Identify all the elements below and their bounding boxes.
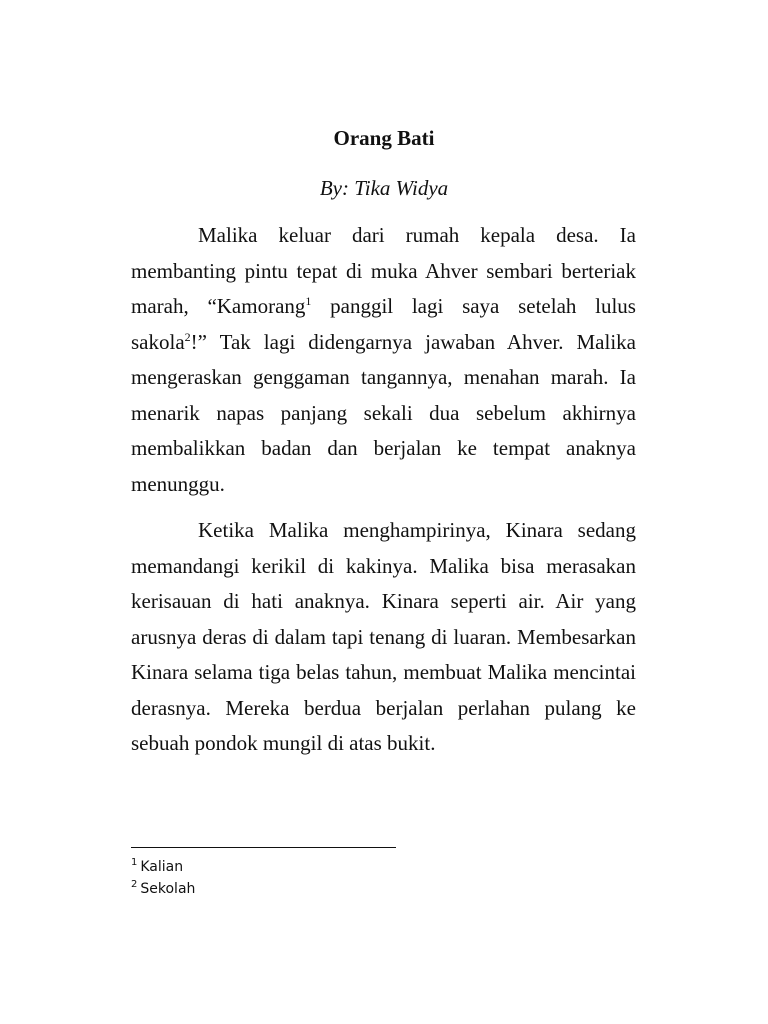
story-title: Orang Bati [333, 126, 435, 150]
paragraph-2: Ketika Malika menghampirinya, Kinara sedang memandangi kerikil di kakinya. Malika bisa merasakan kerisauan di hati anaknya. Kinara seperti air. Air yang arusnya deras di dalam tapi tenang di luaran. Membesarkan Kinara selama tiga belas tahun, membuat Malika mencintai derasnya. Mereka berdua berjalan perlahan pulang ke sebuah pondok mungil di atas bukit. [131, 518, 636, 755]
footnote-2-text: Sekolah [140, 881, 196, 897]
paragraph-1-block [131, 218, 636, 502]
footnote-2-marker: 2 [131, 879, 138, 891]
footnote-ref-1: 1 [305, 294, 312, 308]
paragraph-2-block [131, 513, 636, 762]
footnote-2 [131, 878, 195, 900]
footnote-ref-2: 2 [184, 329, 191, 344]
paragraph-1-text-c: !” Tak lagi didengarnya jawaban Ahver. Malika mengeraskan genggaman tangannya, menahan marah. Ia menarik napas panjang sekali dua sebelum akhirnya membalikkan badan dan berjalan ke tempat anaknya menunggu. [131, 329, 636, 496]
paragraph-1-text-b: panggil lagi saya setelah lulus sakola [131, 294, 636, 354]
footnote-separator [131, 847, 396, 848]
footnote-1-text: Kalian [140, 859, 184, 875]
footnote-1-marker: 1 [131, 857, 138, 869]
footnotes-section [131, 856, 195, 900]
paragraph-1-text-a: Malika keluar dari rumah kepala desa. Ia membanting pintu tepat di muka Ahver sembari berteriak marah, “Kamorang [131, 223, 636, 318]
author-byline: By: Tika Widya [319, 176, 449, 200]
footnote-1 [131, 856, 195, 878]
paragraph-1 [131, 218, 636, 502]
